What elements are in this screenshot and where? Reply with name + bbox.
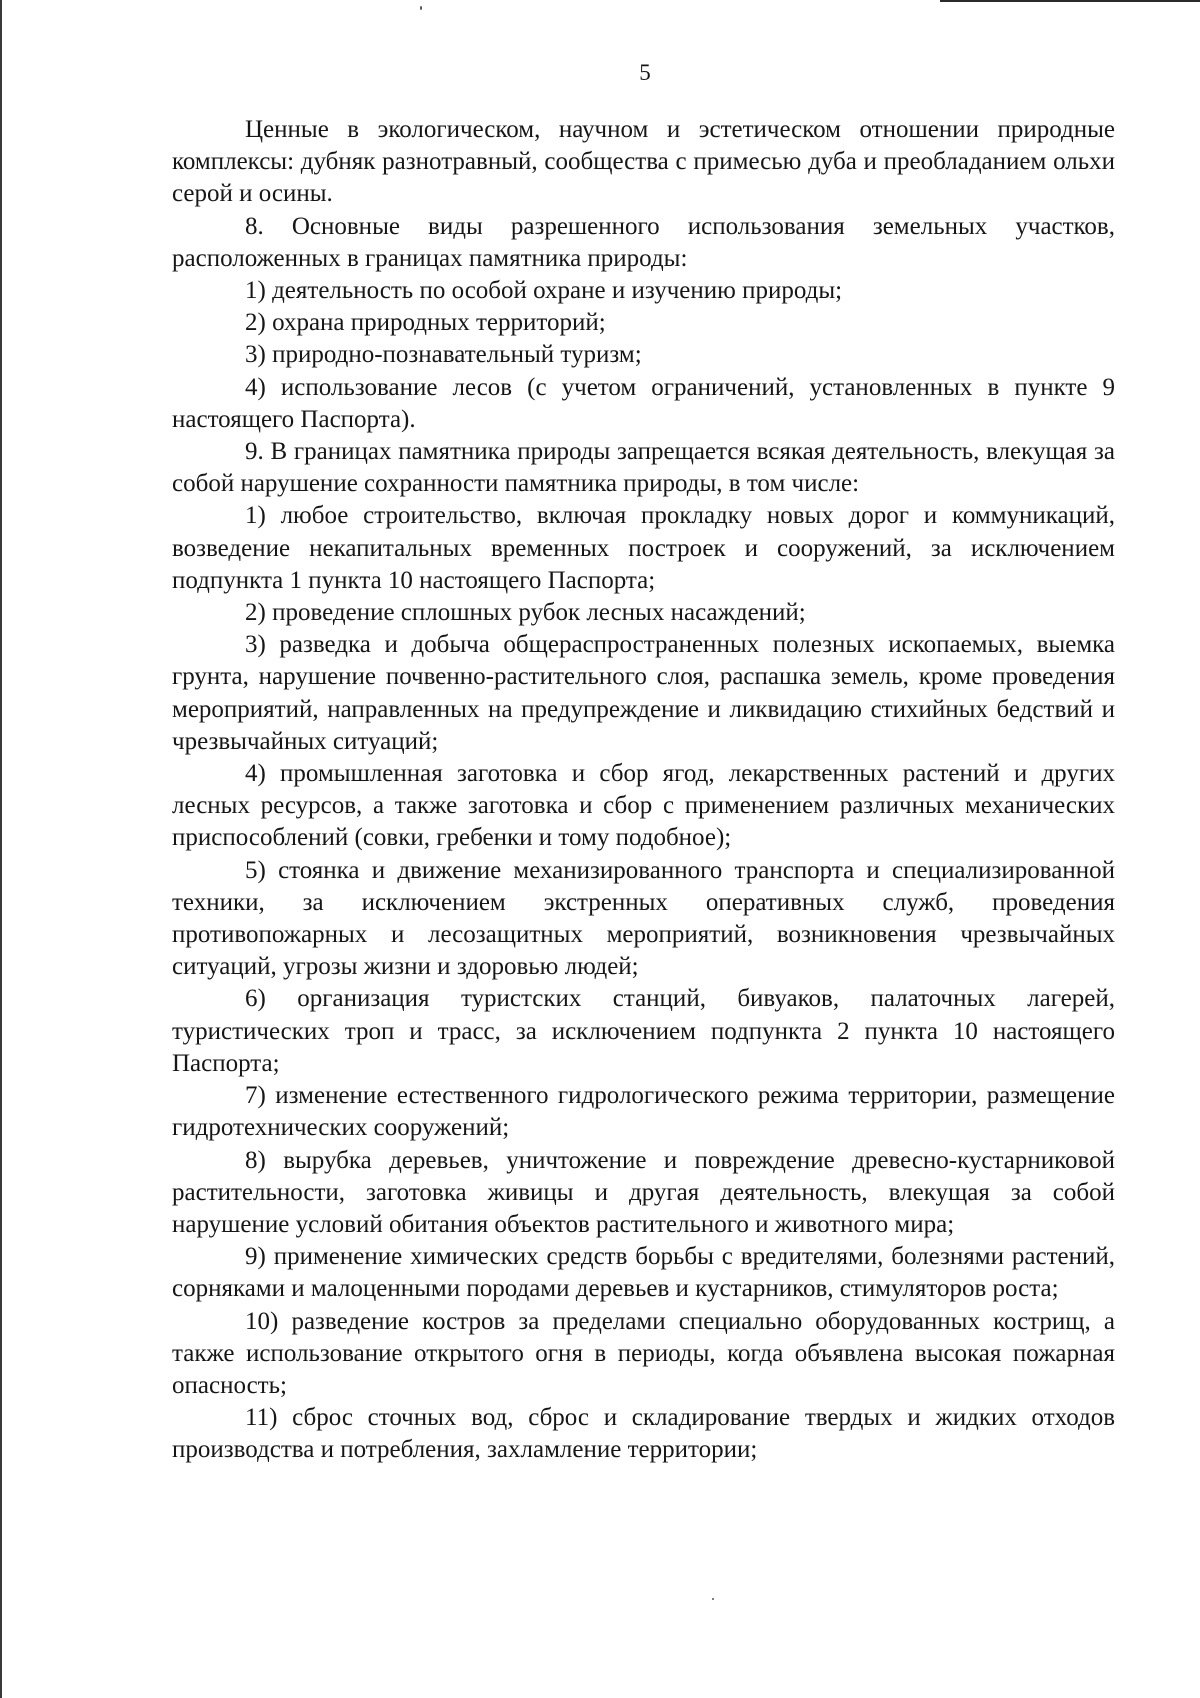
scan-top-edge	[940, 0, 1200, 2]
list-item: 10) разведение костров за пределами специально оборудованных кострищ, а также использование открытого огня в периоды, когда объявлена высокая пожарная опасность;	[172, 1307, 1115, 1399]
list-item: 2) проведение сплошных рубок лесных насаждений;	[245, 599, 806, 627]
paragraph-item-9: 9. В границах памятника природы запрещается всякая деятельность, влекущая за собой нарушение сохранности памятника природы, в том числе:	[172, 438, 1115, 498]
list-item: 7) изменение естественного гидрологического режима территории, размещение гидротехнических сооружений;	[172, 1082, 1115, 1142]
paragraph-item-8: 8. Основные виды разрешенного использования земельных участков, расположенных в границах памятника природы:	[172, 212, 1115, 272]
list-item: 1) деятельность по особой охране и изучению природы;	[245, 277, 843, 305]
page-number: 5	[639, 60, 651, 85]
list-item: 3) природно-познавательный туризм;	[245, 341, 642, 369]
list-item: 8) вырубка деревьев, уничтожение и повреждение древесно-кустарниковой растительности, заготовка живицы и другая деятельность, влекущая за собой нарушение условий обитания объектов растительного и животного мира;	[172, 1146, 1115, 1238]
list-item: 9) применение химических средств борьбы с вредителями, болезнями растений, сорняками и малоценными породами деревьев и кустарников, стимуляторов роста;	[172, 1243, 1115, 1303]
list-item: 11) сброс сточных вод, сброс и складирование твердых и жидких отходов производства и потребления, захламление территории;	[172, 1404, 1115, 1464]
list-item: 3) разведка и добыча общераспространенных полезных ископаемых, выемка грунта, нарушение почвенно-растительного слоя, распашка земель, кроме проведения мероприятий, направленных на предупреждение и ликвидацию стихийных бедствий и чрезвычайных ситуаций;	[172, 631, 1115, 755]
paragraph-valuable-complexes: Ценные в экологическом, научном и эстетическом отношении природные комплексы: дубняк разнотравный, сообщества с примесью дуба и преобладанием ольхи серой и осины.	[172, 116, 1115, 208]
scan-left-edge	[0, 0, 2, 1698]
list-item: 2) охрана природных территорий;	[245, 309, 606, 337]
list-item: 1) любое строительство, включая прокладку новых дорог и коммуникаций, возведение некапитальных временных построек и сооружений, за исключением подпункта 1 пункта 10 настоящего Паспорта;	[172, 502, 1115, 594]
document-body	[172, 114, 1115, 1467]
list-item: 4) использование лесов (с учетом ограничений, установленных в пункте 9 настоящего Паспорта).	[172, 373, 1115, 433]
list-item: 6) организация туристских станций, бивуаков, палаточных лагерей, туристических троп и трасс, за исключением подпункта 2 пункта 10 настоящего Паспорта;	[172, 985, 1115, 1077]
list-item: 5) стоянка и движение механизированного транспорта и специализированной техники, за исключением экстренных оперативных служб, проведения противопожарных и лесозащитных мероприятий, возникновения чрезвычайных ситуаций, угрозы жизни и здоровью людей;	[172, 856, 1115, 981]
scan-speck	[712, 1598, 714, 1600]
scan-speck	[420, 6, 422, 10]
list-item: 4) промышленная заготовка и сбор ягод, лекарственных растений и других лесных ресурсов, а также заготовка и сбор с применением различных механических приспособлений (совки, гребенки и тому подобное);	[172, 760, 1115, 852]
